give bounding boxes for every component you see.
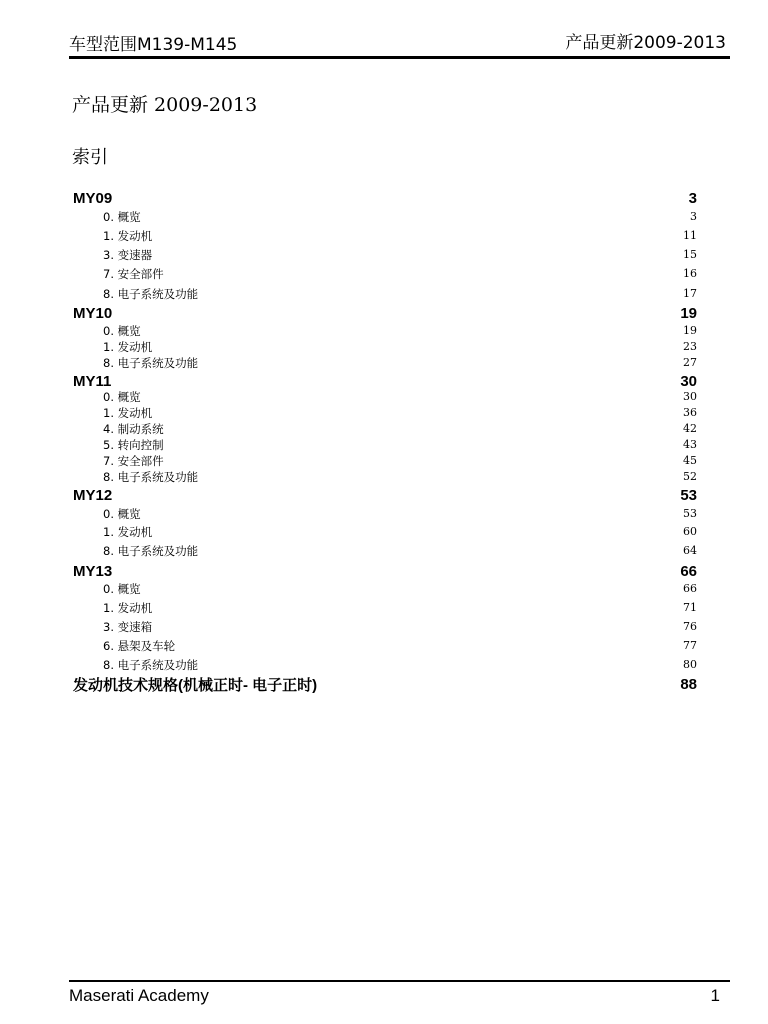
header-left-text: 车型范围M139-M145 xyxy=(69,35,238,55)
toc-entry-row[interactable] xyxy=(73,228,697,243)
toc-entry-label: 4. 制动系统 xyxy=(103,421,164,436)
toc-page-number: 80 xyxy=(683,658,697,671)
header-right-text: 产品更新2009-2013 xyxy=(565,33,726,53)
toc-section-label: MY11 xyxy=(73,372,112,390)
toc-section-row[interactable] xyxy=(73,675,697,693)
toc-page-number: 42 xyxy=(683,422,697,435)
toc-entry-row[interactable] xyxy=(73,421,697,436)
toc-entry-row[interactable] xyxy=(73,506,697,521)
toc-page-number: 53 xyxy=(683,507,697,520)
toc-entry-row[interactable] xyxy=(73,638,697,653)
toc-page-number: 64 xyxy=(683,544,697,557)
toc-entry-row[interactable] xyxy=(73,543,697,558)
toc-entry-label: 8. 电子系统及功能 xyxy=(103,543,199,558)
toc-section-row[interactable] xyxy=(73,304,697,322)
toc-page-number: 30 xyxy=(680,372,697,390)
toc-page-number: 19 xyxy=(680,304,697,322)
toc-entry-row[interactable] xyxy=(73,657,697,672)
toc-entry-label: 0. 概览 xyxy=(103,581,141,596)
toc-entry-label: 1. 发动机 xyxy=(103,524,153,539)
toc-section-label: MY09 xyxy=(73,189,113,207)
toc-entry-label: 5. 转向控制 xyxy=(103,437,164,452)
toc-entry-row[interactable] xyxy=(73,405,697,420)
toc-page-number: 30 xyxy=(683,390,697,403)
toc-section-row[interactable] xyxy=(73,372,697,390)
toc-entry-label: 1. 发动机 xyxy=(103,405,153,420)
toc-entry-row[interactable] xyxy=(73,600,697,615)
toc-entry-label: 0. 概览 xyxy=(103,323,141,338)
toc-entry-row[interactable] xyxy=(73,581,697,596)
toc-page-number: 27 xyxy=(683,356,697,369)
toc-entry-row[interactable] xyxy=(73,266,697,281)
toc-section-row[interactable] xyxy=(73,562,697,580)
toc-entry-label: 7. 安全部件 xyxy=(103,266,164,281)
toc-page-number: 11 xyxy=(683,229,697,242)
toc-entry-label: 3. 变速箱 xyxy=(103,619,153,634)
toc-entry-label: 3. 变速器 xyxy=(103,247,153,262)
toc-entry-label: 8. 电子系统及功能 xyxy=(103,469,199,484)
toc-entry-row[interactable] xyxy=(73,355,697,370)
toc-section-label: MY10 xyxy=(73,304,113,322)
toc-entry-row[interactable] xyxy=(73,619,697,634)
toc-page-number: 19 xyxy=(683,324,697,337)
toc-entry-label: 8. 电子系统及功能 xyxy=(103,286,199,301)
toc-page-number: 66 xyxy=(680,562,697,580)
toc-page-number: 23 xyxy=(683,340,697,353)
toc-page-number: 43 xyxy=(683,438,697,451)
toc-section-label: MY13 xyxy=(73,562,113,580)
toc-entry-row[interactable] xyxy=(73,389,697,404)
page-number: 1 xyxy=(710,986,720,1005)
page-title: 产品更新 2009-2013 xyxy=(72,94,258,116)
toc-section-label: MY12 xyxy=(73,486,113,504)
toc-entry-row[interactable] xyxy=(73,437,697,452)
toc-entry-label: 1. 发动机 xyxy=(103,600,153,615)
toc-page-number: 77 xyxy=(683,639,697,652)
toc-entry-label: 8. 电子系统及功能 xyxy=(103,355,199,370)
toc-page-number: 3 xyxy=(688,189,697,207)
toc-page-number: 52 xyxy=(683,470,697,483)
toc-page-number: 17 xyxy=(683,287,697,300)
table-of-contents xyxy=(73,0,697,1024)
toc-entry-label: 7. 安全部件 xyxy=(103,453,164,468)
toc-page-number: 60 xyxy=(683,525,697,538)
toc-page-number: 45 xyxy=(683,454,697,467)
toc-entry-row[interactable] xyxy=(73,453,697,468)
toc-entry-label: 8. 电子系统及功能 xyxy=(103,657,199,672)
footer-left-text: Maserati Academy xyxy=(69,986,209,1005)
toc-entry-label: 1. 发动机 xyxy=(103,339,153,354)
toc-section-label: 发动机技术规格(机械正时- 电子正时) xyxy=(73,676,318,694)
toc-page-number: 15 xyxy=(683,248,697,261)
toc-page-number: 88 xyxy=(680,675,697,693)
toc-entry-label: 0. 概览 xyxy=(103,506,141,521)
toc-page-number: 16 xyxy=(683,267,697,280)
toc-page-number: 3 xyxy=(690,210,697,223)
toc-section-row[interactable] xyxy=(73,189,697,207)
index-heading: 索引 xyxy=(72,147,108,168)
toc-page-number: 53 xyxy=(680,486,697,504)
toc-entry-label: 0. 概览 xyxy=(103,389,141,404)
toc-entry-row[interactable] xyxy=(73,524,697,539)
toc-page-number: 76 xyxy=(683,620,697,633)
toc-entry-row[interactable] xyxy=(73,339,697,354)
toc-entry-label: 0. 概览 xyxy=(103,209,141,224)
toc-page-number: 71 xyxy=(683,601,697,614)
toc-entry-row[interactable] xyxy=(73,209,697,224)
footer-divider xyxy=(69,980,730,982)
toc-page-number: 66 xyxy=(683,582,697,595)
toc-entry-label: 1. 发动机 xyxy=(103,228,153,243)
toc-entry-row[interactable] xyxy=(73,247,697,262)
toc-entry-row[interactable] xyxy=(73,286,697,301)
toc-section-row[interactable] xyxy=(73,486,697,504)
toc-page-number: 36 xyxy=(683,406,697,419)
toc-entry-row[interactable] xyxy=(73,323,697,338)
toc-entry-row[interactable] xyxy=(73,469,697,484)
toc-entry-label: 6. 悬架及车轮 xyxy=(103,638,176,653)
